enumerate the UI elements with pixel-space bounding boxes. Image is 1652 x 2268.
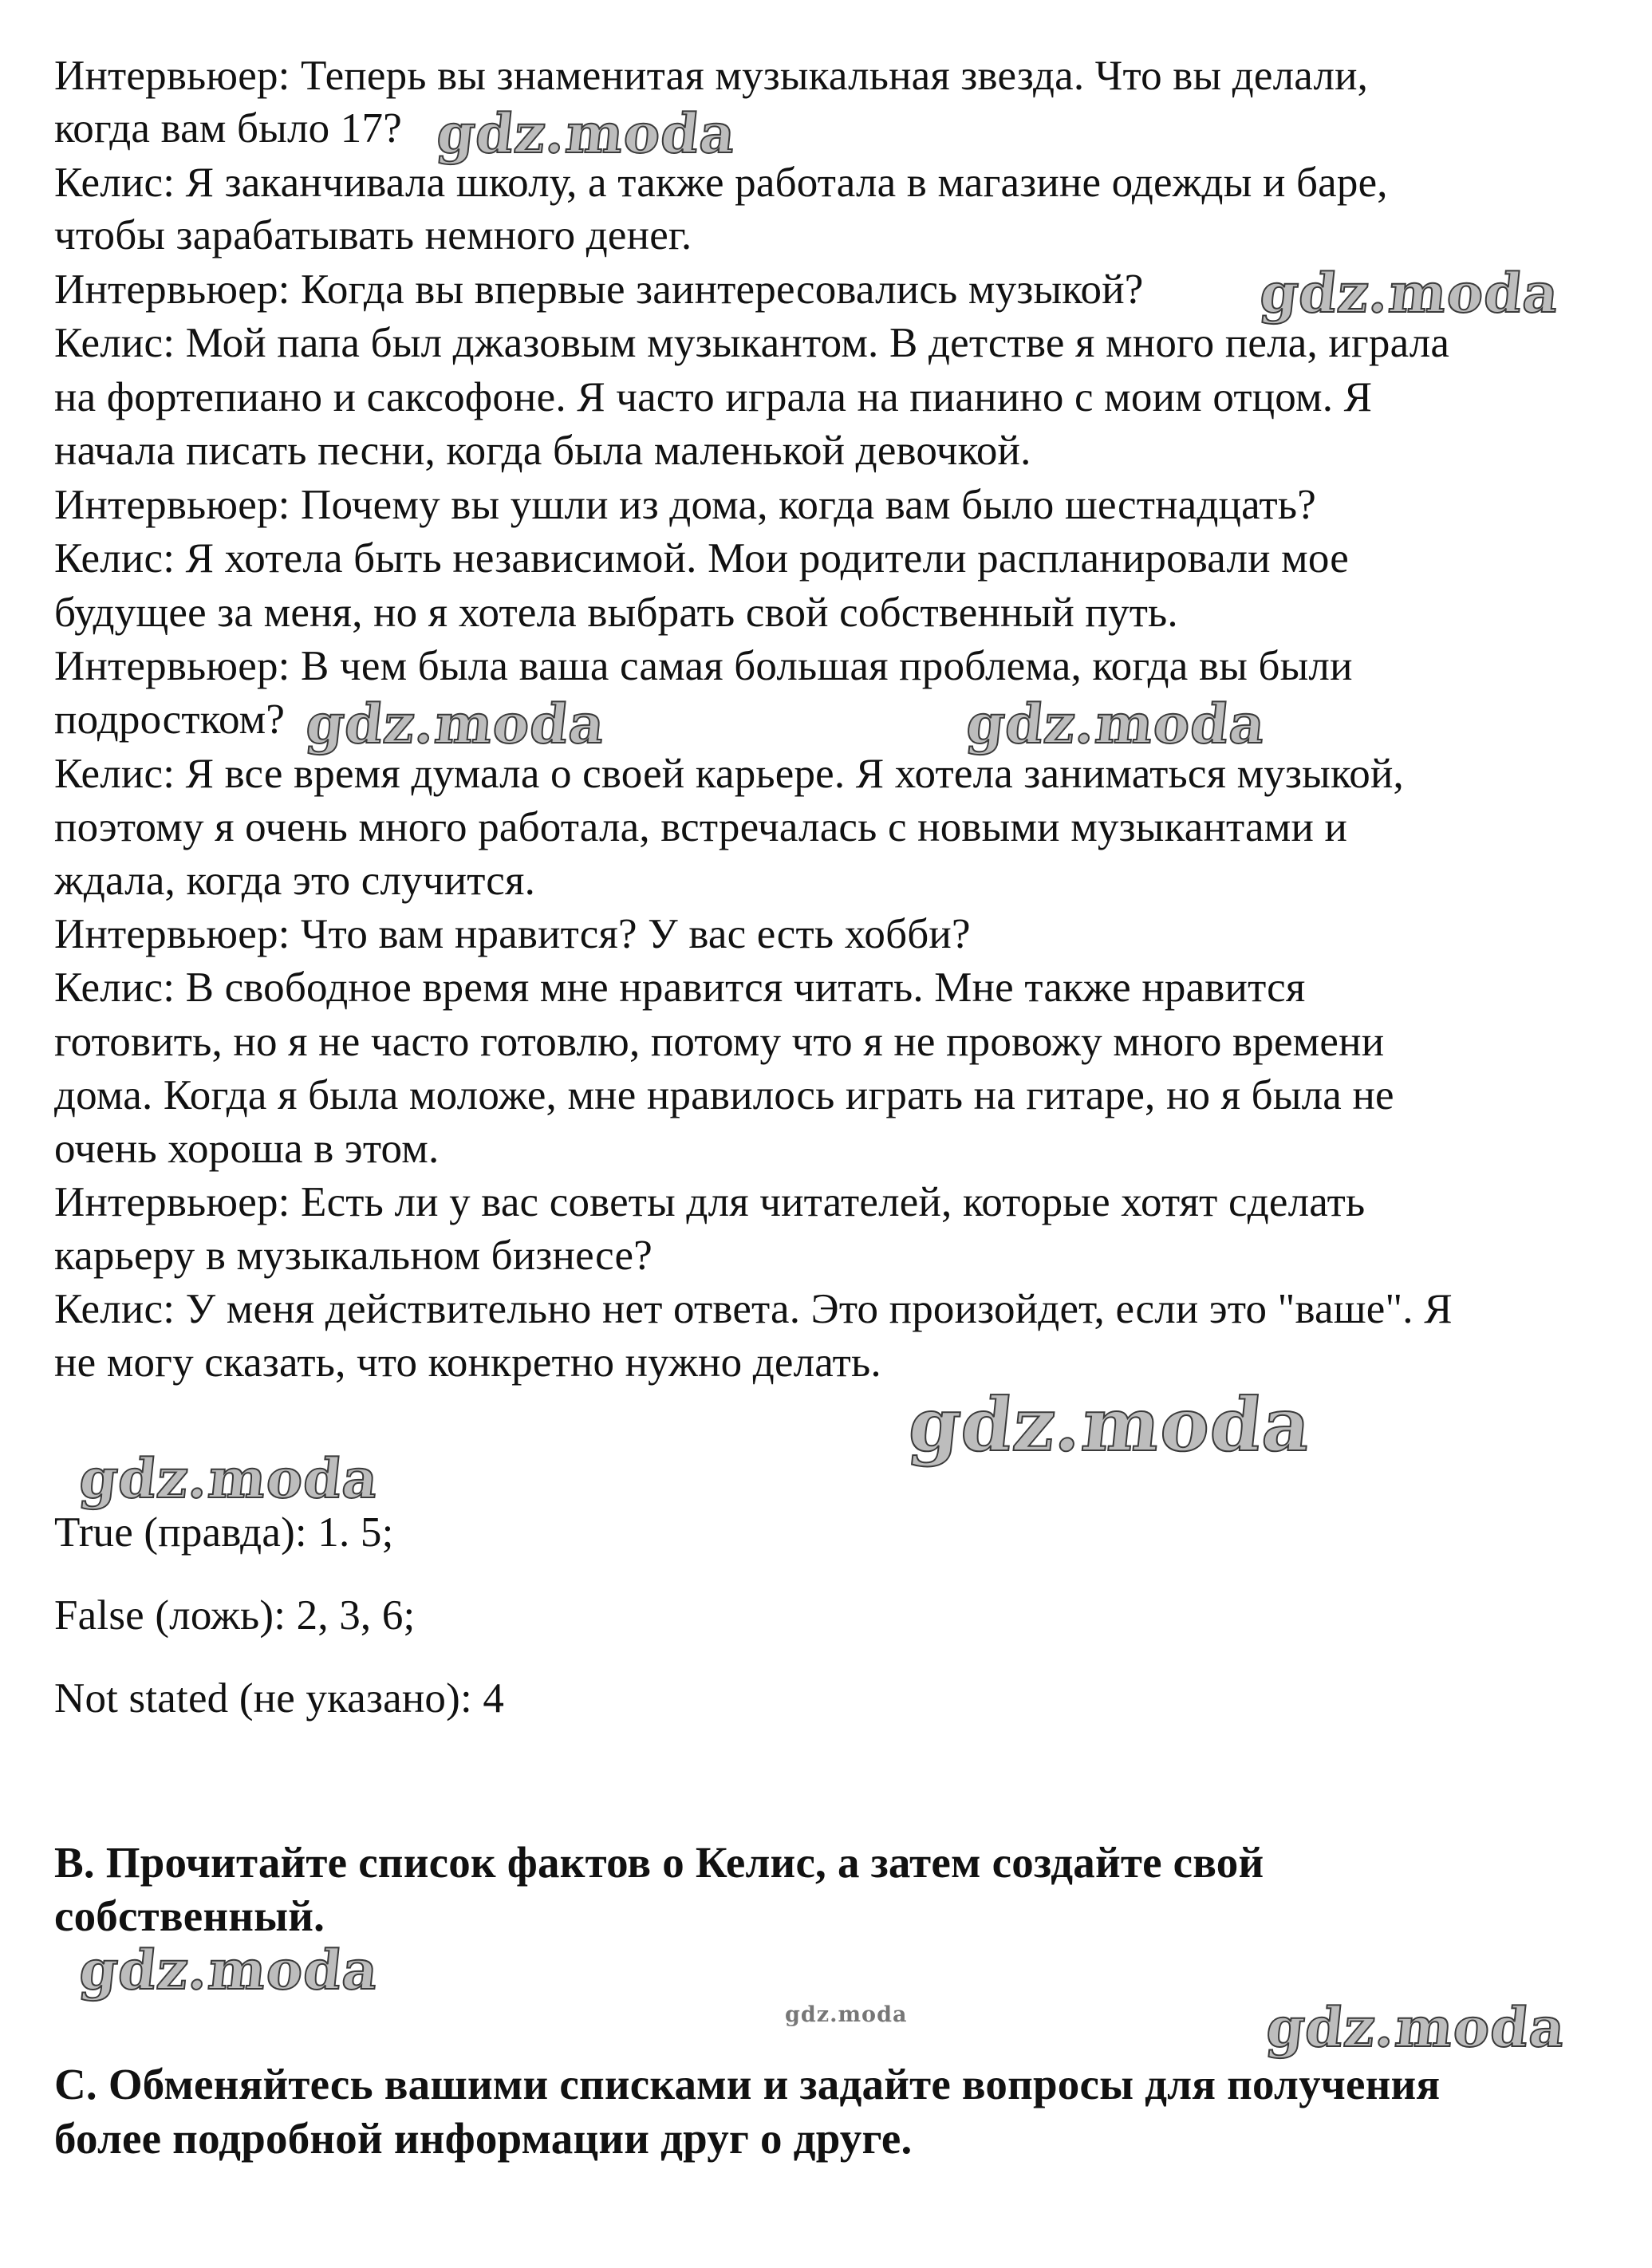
dialogue-line: Келис: В свободное время мне нравится читать. Мне также нравится [54, 964, 1306, 1011]
dialogue-line: Келис: Мой папа был джазовым музыкантом. В детстве я много пела, играла [54, 320, 1450, 366]
dialogue-line: дома. Когда я была моложе, мне нравилось играть на гитаре, но я была не [54, 1072, 1394, 1118]
answer-false: False (ложь): 2, 3, 6; [54, 1592, 416, 1639]
watermark: gdz.moda [302, 692, 609, 756]
watermark: gdz.moda [963, 692, 1269, 756]
dialogue-line: Келис: Я все время думала о своей карьере. Я хотела заниматься музыкой, [54, 751, 1404, 797]
dialogue-line: на фортепиано и саксофоне. Я часто играла на пианино с моим отцом. Я [54, 374, 1373, 420]
dialogue-line: подростком? [54, 696, 286, 743]
watermark: gdz.moda [433, 102, 739, 166]
dialogue-line: Келис: Я хотела быть независимой. Мои родители распланировали мое [54, 535, 1349, 582]
task-b-heading-cont: собственный. [54, 1891, 325, 1940]
watermark: gdz.moda [785, 2002, 908, 2027]
task-b-heading: B. Прочитайте список фактов о Келис, а затем создайте свой [54, 1838, 1264, 1887]
answer-not-stated: Not stated (не указано): 4 [54, 1675, 505, 1722]
dialogue-line: ждала, когда это случится. [54, 858, 536, 904]
dialogue-line: готовить, но я не часто готовлю, потому что я не провожу много времени [54, 1019, 1385, 1065]
dialogue-line: Интервьюер: Когда вы впервые заинтересовались музыкой? [54, 266, 1144, 313]
watermark: gdz.moda [76, 1447, 382, 1511]
dialogue-line: начала писать песни, когда была маленькой девочкой. [54, 428, 1031, 474]
dialogue-line: когда вам было 17? [54, 105, 402, 152]
dialogue-line: Интервьюер: Почему вы ушли из дома, когда вам было шестнадцать? [54, 482, 1316, 528]
dialogue-line: очень хороша в этом. [54, 1126, 440, 1172]
dialogue-line: Келис: Я заканчивала школу, а также работала в магазине одежды и баре, [54, 160, 1388, 206]
dialogue-line: Интервьюер: Теперь вы знаменитая музыкальная звезда. Что вы делали, [54, 53, 1369, 99]
watermark: gdz.moda [1256, 262, 1563, 325]
dialogue-line: не могу сказать, что конкретно нужно делать. [54, 1339, 881, 1386]
dialogue-line: Интервьюер: Что вам нравится? У вас есть хобби? [54, 911, 971, 957]
dialogue-line: Интервьюер: В чем была ваша самая большая проблема, когда вы были [54, 643, 1353, 689]
watermark: gdz.moda [1263, 1996, 1569, 2060]
task-c-heading: C. Обменяйтесь вашими списками и задайте вопросы для получения [54, 2060, 1441, 2108]
dialogue-line: Келис: У меня действительно нет ответа. Это произойдет, если это "ваше". Я [54, 1286, 1453, 1332]
dialogue-line: будущее за меня, но я хотела выбрать свой собственный путь. [54, 590, 1178, 636]
dialogue-line: Интервьюер: Есть ли у вас советы для читателей, которые хотят сделать [54, 1179, 1366, 1225]
answer-true: True (правда): 1. 5; [54, 1509, 394, 1556]
dialogue-line: поэтому я очень много работала, встречалась с новыми музыкантами и [54, 804, 1348, 850]
watermark: gdz.moda [76, 1939, 382, 2002]
dialogue-line: чтобы зарабатывать немного денег. [54, 212, 692, 258]
dialogue-line: карьеру в музыкальном бизнесе? [54, 1233, 653, 1279]
watermark: gdz.moda [905, 1382, 1316, 1468]
task-c-heading-cont: более подробной информации друг о друге. [54, 2114, 913, 2163]
